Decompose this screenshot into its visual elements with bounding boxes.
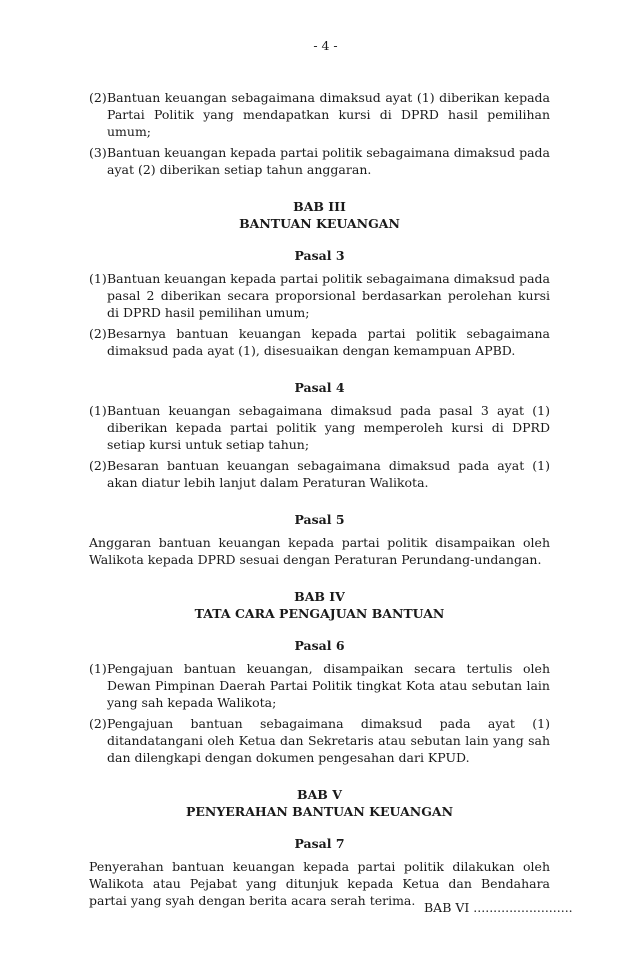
pasal-3-item-1 bbox=[89, 270, 550, 321]
intro-section bbox=[89, 89, 550, 178]
item-text: Besaran bantuan keuangan sebagaimana dimaksud pada ayat (1) akan diatur lebih lanjut dalam Peraturan Walikota. bbox=[107, 458, 550, 490]
bab-5-title: PENYERAHAN BANTUAN KEUANGAN bbox=[186, 804, 453, 819]
item-text: Pengajuan bantuan sebagaimana dimaksud pada ayat (1) ditandatangani oleh Ketua dan Sekretaris atau sebutan lain yang sah dan dilengkapi dengan dokumen pengesahan dari KPUD. bbox=[107, 716, 550, 765]
item-text: Pengajuan bantuan keuangan, disampaikan secara tertulis oleh Dewan Pimpinan Daerah Partai Politik tingkat Kota atau sebutan lain yang sah kepada Walikota; bbox=[107, 661, 550, 710]
pasal-6-item-1 bbox=[89, 660, 550, 711]
page-number: - 4 - bbox=[313, 38, 338, 53]
pasal-6-item-2 bbox=[89, 715, 550, 766]
pasal-7-heading: Pasal 7 bbox=[294, 836, 345, 851]
item-text: Bantuan keuangan sebagaimana dimaksud pada pasal 3 ayat (1) diberikan kepada partai politik yang memperoleh kursi di DPRD setiap kursi untuk setiap tahun; bbox=[107, 403, 550, 452]
bab-4-label: BAB IV bbox=[294, 589, 345, 604]
bab-3-label: BAB III bbox=[293, 199, 346, 214]
item-number: (2) bbox=[89, 716, 107, 731]
item-number: (1) bbox=[89, 271, 107, 286]
item-number: (1) bbox=[89, 403, 107, 418]
bab-3-title: BANTUAN KEUANGAN bbox=[239, 216, 400, 231]
item-number: (3) bbox=[89, 145, 107, 160]
pasal-4-heading: Pasal 4 bbox=[294, 380, 345, 395]
pasal-6-heading: Pasal 6 bbox=[294, 638, 345, 653]
pasal-3-heading: Pasal 3 bbox=[294, 248, 345, 263]
item-text: Bantuan keuangan kepada partai politik sebagaimana dimaksud pada pasal 2 diberikan secara proporsional berdasarkan perolehan kursi di DPRD hasil pemilihan umum; bbox=[107, 271, 550, 320]
intro-item-2 bbox=[89, 89, 550, 140]
item-number: (1) bbox=[89, 661, 107, 676]
bab-5-label: BAB V bbox=[297, 787, 342, 802]
item-text: Besarnya bantuan keuangan kepada partai politik sebagaimana dimaksud pada ayat (1), disesuaikan dengan kemampuan APBD. bbox=[107, 326, 550, 358]
pasal-3-item-2 bbox=[89, 325, 550, 359]
intro-item-3 bbox=[89, 144, 550, 178]
document-page bbox=[89, 38, 550, 909]
pasal-4-item-1 bbox=[89, 402, 550, 453]
item-text: Bantuan keuangan kepada partai politik sebagaimana dimaksud pada ayat (2) diberikan setiap tahun anggaran. bbox=[107, 145, 550, 177]
bab-4-title: TATA CARA PENGAJUAN BANTUAN bbox=[194, 606, 445, 621]
pasal-7-text: Penyerahan bantuan keuangan kepada partai politik dilakukan oleh Walikota atau Pejabat yang ditunjuk kepada Ketua dan Bendahara partai yang syah dengan berita acara serah terima. bbox=[89, 859, 550, 908]
item-text: Bantuan keuangan sebagaimana dimaksud ayat (1) diberikan kepada Partai Politik yang mendapatkan kursi di DPRD hasil pemilihan umum; bbox=[107, 90, 550, 139]
pasal-5-heading: Pasal 5 bbox=[294, 512, 345, 527]
page-footer-catchword: BAB VI ......................... bbox=[424, 900, 573, 915]
item-number: (2) bbox=[89, 326, 107, 341]
pasal-5-text: Anggaran bantuan keuangan kepada partai politik disampaikan oleh Walikota kepada DPRD sesuai dengan Peraturan Perundang-undangan. bbox=[89, 535, 550, 567]
item-number: (2) bbox=[89, 458, 107, 473]
pasal-4-item-2 bbox=[89, 457, 550, 491]
item-number: (2) bbox=[89, 90, 107, 105]
